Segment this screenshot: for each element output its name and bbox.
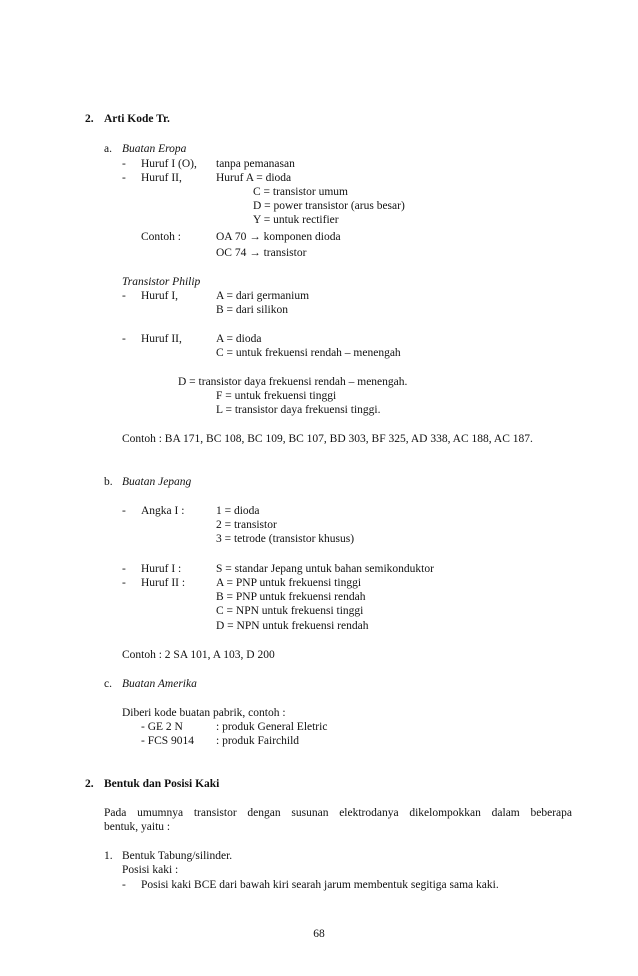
row-value: 3 = tetrode (transistor khusus) xyxy=(216,533,355,545)
row-value: S = standar Jepang untuk bahan semikonduktor xyxy=(216,563,434,575)
list-dash: - xyxy=(122,563,126,575)
example-line: Contoh : 2 SA 101, A 103, D 200 xyxy=(122,649,275,661)
row-value: L = transistor daya frekuensi tinggi. xyxy=(216,404,381,416)
section-number: 2. xyxy=(85,778,94,790)
sub-line: C = transistor umum xyxy=(253,186,348,198)
subsection-label: a. xyxy=(104,143,112,155)
row-value: A = PNP untuk frekuensi tinggi xyxy=(216,577,362,589)
intro-line: Diberi kode buatan pabrik, contoh : xyxy=(122,707,286,719)
list-dash: - xyxy=(122,290,126,302)
list-dash: - xyxy=(122,505,126,517)
list-dash: - xyxy=(122,158,126,170)
row-value: A = dari germanium xyxy=(216,290,310,302)
row-label: Angka I : xyxy=(141,505,185,517)
section-title: Bentuk dan Posisi Kaki xyxy=(104,778,220,790)
row-label: Huruf I : xyxy=(141,563,182,575)
paragraph-line: Pada umumnya transistor dengan susunan elektrodanya dikelompokkan dalam beberapa xyxy=(104,807,572,819)
row-value: B = dari silikon xyxy=(216,304,288,316)
section-number: 2. xyxy=(85,113,94,125)
row-value: D = transistor daya frekuensi rendah – menengah. xyxy=(178,376,408,388)
sub-line: D = power transistor (arus besar) xyxy=(253,200,405,212)
item-title: Bentuk Tabung/silinder. xyxy=(122,850,233,862)
subsection-label: c. xyxy=(104,678,112,690)
row-value: 2 = transistor xyxy=(216,519,277,531)
row-value: Huruf A = dioda xyxy=(216,172,292,184)
code-desc: : produk General Eletric xyxy=(216,721,328,733)
row-value: F = untuk frekuensi tinggi xyxy=(216,390,337,402)
row-label: Huruf II, xyxy=(141,333,182,345)
example-label: Contoh : xyxy=(141,231,181,243)
subsection-title: Buatan Jepang xyxy=(122,476,192,488)
row-value: tanpa pemanasan xyxy=(216,158,295,170)
bullet-text: Posisi kaki BCE dari bawah kiri searah jarum membentuk segitiga sama kaki. xyxy=(141,879,499,891)
row-value: C = NPN untuk frekuensi tinggi xyxy=(216,605,364,617)
example-line: OA 70 → komponen dioda xyxy=(216,231,341,243)
list-dash: - xyxy=(122,577,126,589)
subsection-title: Transistor Philip xyxy=(122,276,201,288)
page-number: 68 xyxy=(313,928,325,940)
row-label: Huruf I, xyxy=(141,290,179,302)
paragraph-line: bentuk, yaitu : xyxy=(104,821,171,833)
subsection-label: b. xyxy=(104,476,113,488)
subsection-title: Buatan Eropa xyxy=(122,143,187,155)
item-number: 1. xyxy=(104,850,113,862)
row-value: A = dioda xyxy=(216,333,262,345)
sub-line: Y = untuk rectifier xyxy=(253,214,339,226)
section-title: Arti Kode Tr. xyxy=(104,113,170,125)
item-subtitle: Posisi kaki : xyxy=(122,864,179,876)
row-label: Huruf II, xyxy=(141,172,182,184)
code-item: - GE 2 N xyxy=(141,721,183,733)
subsection-title: Buatan Amerika xyxy=(122,678,197,690)
example-line: Contoh : BA 171, BC 108, BC 109, BC 107, BD 303, BF 325, AD 338, AC 188, AC 187. xyxy=(122,433,533,445)
list-dash: - xyxy=(122,333,126,345)
list-dash: - xyxy=(122,879,126,891)
row-label: Huruf II : xyxy=(141,577,186,589)
row-value: C = untuk frekuensi rendah – menengah xyxy=(216,347,401,359)
list-dash: - xyxy=(122,172,126,184)
row-value: 1 = dioda xyxy=(216,505,260,517)
row-label: Huruf I (O), xyxy=(141,158,197,170)
row-value: D = NPN untuk frekuensi rendah xyxy=(216,620,369,632)
row-value: B = PNP untuk frekuensi rendah xyxy=(216,591,366,603)
code-item: - FCS 9014 xyxy=(141,735,195,747)
code-desc: : produk Fairchild xyxy=(216,735,300,747)
example-line: OC 74 → transistor xyxy=(216,247,307,259)
